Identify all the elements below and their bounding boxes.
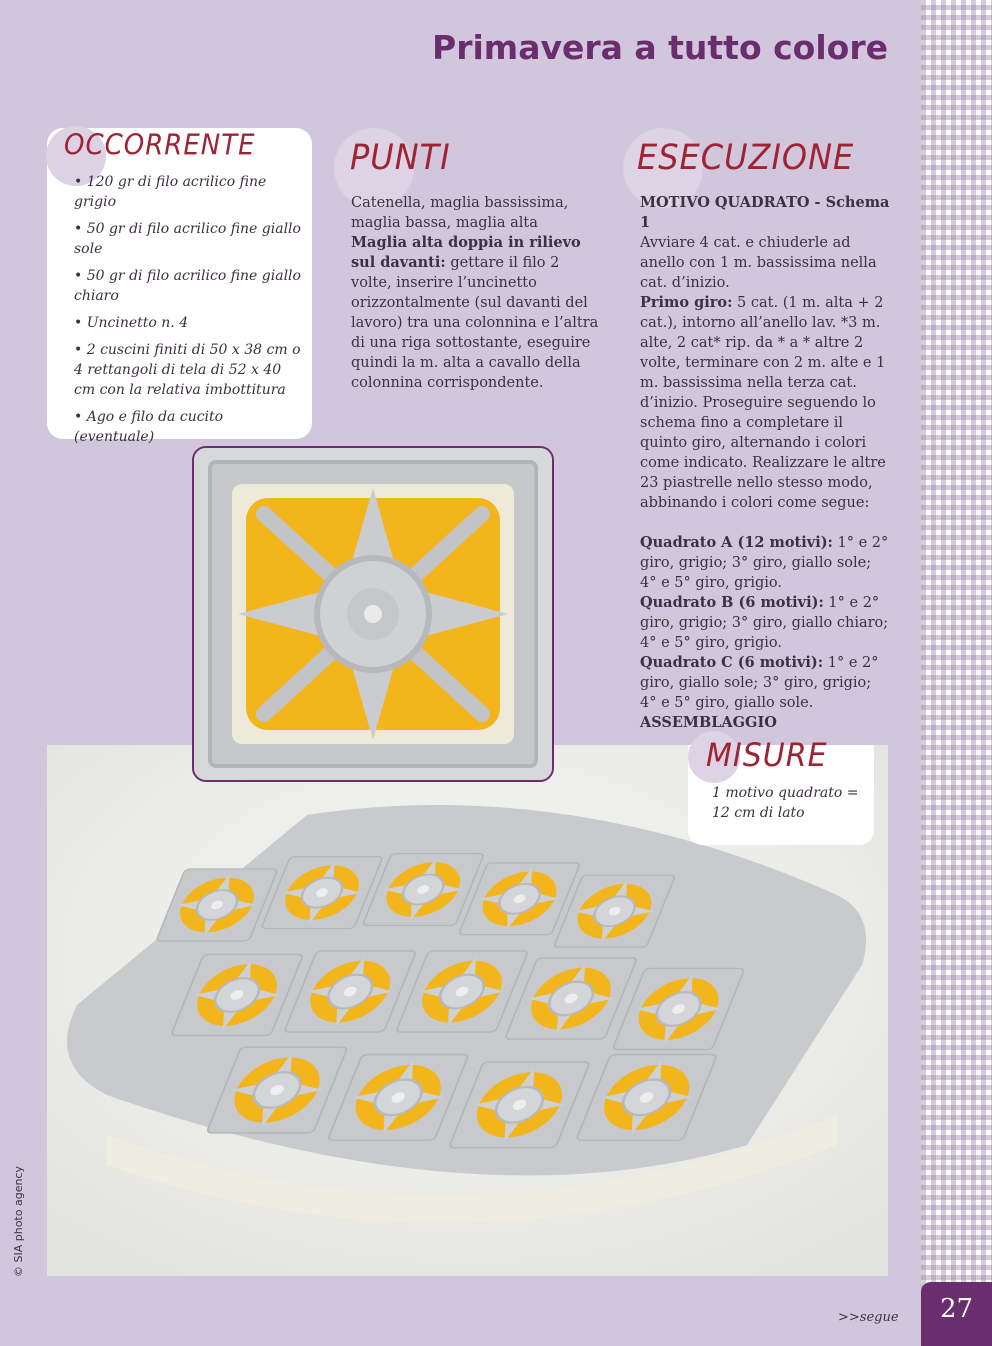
misure-heading: MISURE	[706, 736, 828, 775]
first-round-label: Primo giro:	[640, 294, 733, 311]
occorrente-item: • Uncinetto n. 4	[74, 315, 189, 331]
occorrente-list	[74, 172, 306, 454]
page-number: 27	[939, 1294, 974, 1324]
occorrente-item: • 50 gr di filo acrilico fine giallo chiaro	[74, 268, 301, 304]
punti-heading: PUNTI	[350, 136, 451, 178]
punti-bold-term: Maglia alta doppia in rilievo sul davanti:	[351, 234, 581, 271]
photo-credit: © SIA photo agency	[12, 1166, 25, 1277]
motif-title: MOTIVO QUADRATO - Schema 1	[640, 194, 890, 231]
square-b-label: Quadrato B (6 motivi):	[640, 594, 824, 611]
occorrente-item: • 120 gr di filo acrilico fine grigio	[74, 174, 267, 210]
punti-text	[351, 193, 599, 393]
motif-photo	[192, 446, 554, 782]
occorrente-item: • Ago e filo da cucito (eventuale)	[74, 409, 224, 445]
esecuzione-heading: ESECUZIONE	[637, 136, 855, 178]
square-a-label: Quadrato A (12 motivi):	[640, 534, 833, 551]
gingham-border	[921, 0, 992, 1346]
esecuzione-text	[640, 193, 890, 733]
occorrente-item: • 50 gr di filo acrilico fine giallo sole	[74, 221, 301, 257]
motif-text: Avviare 4 cat. e chiuderle ad anello con 1 m. bassissima nella cat. d’inizio.	[640, 235, 877, 291]
punti-body: gettare il filo 2 volte, inserire l’uncinetto orizzontalmente (sul davanti del lavoro) tra una colonnina e l’altra di una riga sottostante, eseguire quindi la m. alta a cavallo della colonnina corrispondente.	[351, 255, 599, 391]
square-c-label: Quadrato C (6 motivi):	[640, 654, 824, 671]
square-c-text: 1° e 2° giro, giallo sole; 3° giro, grigio; 4° e 5° giro, giallo sole.	[640, 655, 879, 711]
motif-illustration	[194, 448, 552, 780]
first-round-text: 5 cat. (1 m. alta + 2 cat.), intorno all’anello lav. *3 m. alte, 2 cat* rip. da * a * altre 2 volte, terminare con 2 m. alte e 1 m. bassissima nella terza cat. d’inizio. Proseguire seguendo lo schema fino a completare il quinto giro, alternando i colori come indicato. Realizzare le altre 23 piastrelle nello stesso modo, abbinando i colori come segue:	[640, 295, 886, 511]
square-a-text: 1° e 2° giro, grigio; 3° giro, giallo sole; 4° e 5° giro, grigio.	[640, 535, 889, 591]
square-b-text: 1° e 2° giro, grigio; 3° giro, giallo chiaro; 4° e 5° giro, grigio.	[640, 595, 889, 651]
page-title: Primavera a tutto colore	[432, 28, 888, 67]
next-page-link[interactable]: >>segue	[838, 1310, 899, 1325]
occorrente-item: • 2 cuscini finiti di 50 x 38 cm o 4 rettangoli di tela di 52 x 40 cm con la relativa imbottitura	[74, 342, 301, 398]
misure-text: 1 motivo quadrato = 12 cm di lato	[712, 785, 859, 821]
assembly-title: ASSEMBLAGGIO	[640, 714, 777, 731]
punti-intro: Catenella, maglia bassissima, maglia bassa, maglia alta	[351, 195, 569, 231]
page-number-tab	[921, 1282, 992, 1346]
occorrente-heading: OCCORRENTE	[64, 129, 256, 163]
